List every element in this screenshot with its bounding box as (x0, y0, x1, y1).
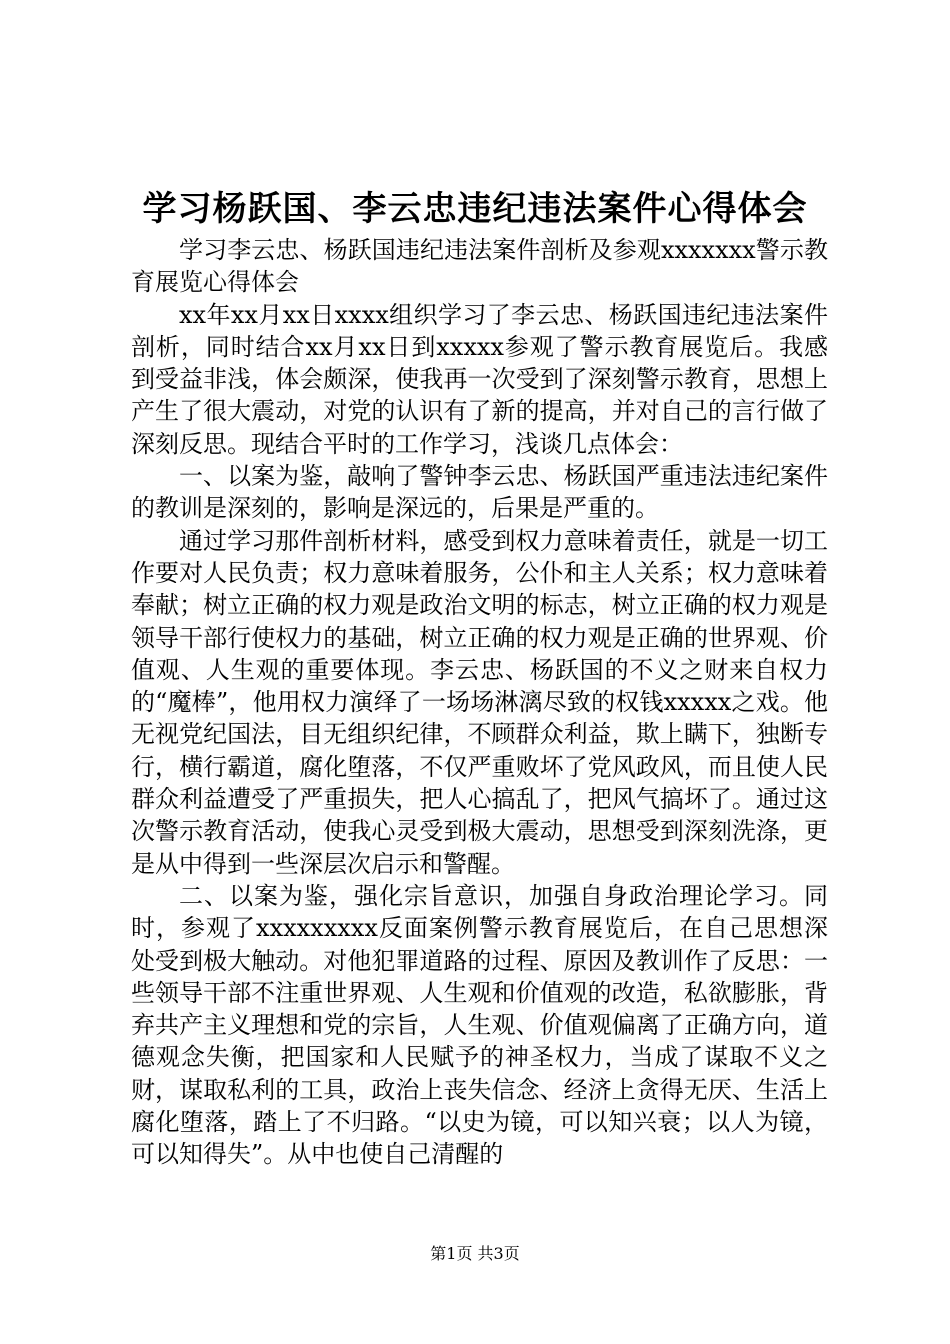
paragraph: 学习李云忠、杨跃国违纪违法案件剖析及参观xxxxxxx警示教育展览心得体会 (131, 236, 828, 297)
page-number-footer: 第1页 共3页 (430, 1244, 520, 1263)
paragraph: 一、以案为鉴，敲响了警钟李云忠、杨跃国严重违法违纪案件的教训是深刻的，影响是深远的，后果是严重的。 (131, 462, 828, 523)
paragraph: 通过学习那件剖析材料，感受到权力意味着责任，就是一切工作要对人民负责；权力意味着服务，公仆和主人关系；权力意味着奉献；树立正确的权力观是政治文明的标志，树立正确的权力观是领导干部行使权力的基础，树立正确的权力观是正确的世界观、价值观、人生观的重要体现。李云忠、杨跃国的不义之财来自权力的“魔棒”，他用权力演绎了一场场淋漓尽致的权钱xxxxx之戏。他无视党纪国法，目无组织纪律，不顾群众利益，欺上瞒下，独断专行，横行霸道，腐化堕落，不仅严重败坏了党风政风，而且使人民群众利益遭受了严重损失，把人心搞乱了，把风气搞坏了。通过这次警示教育活动，使我心灵受到极大震动，思想受到深刻洗涤，更是从中得到一些深层次启示和警醒。 (131, 526, 828, 878)
paragraph: xx年xx月xx日xxxx组织学习了李云忠、杨跃国违纪违法案件剖析，同时结合xx月xx日到xxxxx参观了警示教育展览后。我感到受益非浅，体会颇深，使我再一次受到了深刻警示教育，思想上产生了很大震动，对党的认识有了新的提高，并对自己的言行做了深刻反思。现结合平时的工作学习，浅谈几点体会： (131, 300, 828, 458)
paragraph: 二、以案为鉴，强化宗旨意识，加强自身政治理论学习。同时，参观了xxxxxxxxx反面案例警示教育展览后，在自己思想深处受到极大触动。对他犯罪道路的过程、原因及教训作了反思：一些领导干部不注重世界观、人生观和价值观的改造，私欲膨胀，背弃共产主义理想和党的宗旨，人生观、价值观偏离了正确方向，道德观念失衡，把国家和人民赋予的神圣权力，当成了谋取不义之财，谋取私利的工具，政治上丧失信念、经济上贪得无厌、生活上腐化堕落，踏上了不归路。“以史为镜，可以知兴衰；以人为镜，可以知得失”。从中也使自己清醒的 (131, 881, 828, 1169)
document-title: 学习杨跃国、李云忠违纪违法案件心得体会 (142, 189, 808, 229)
document-body (131, 234, 828, 1171)
